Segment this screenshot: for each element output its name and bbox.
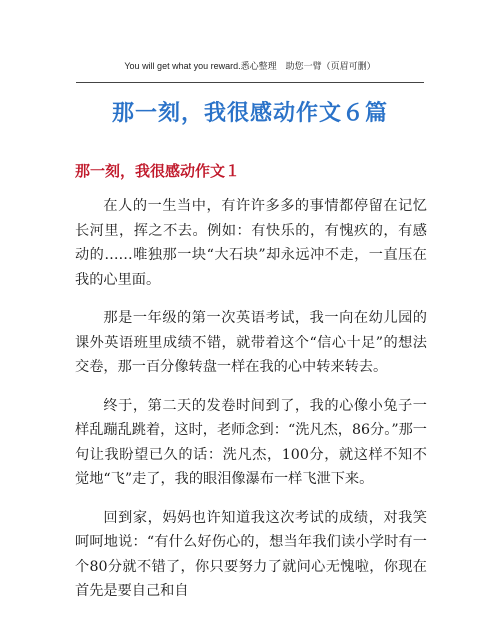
page-header: You will get what you reward.悉心整理 助您一臂（页眉可删） [124, 61, 376, 71]
section-heading: 那一刻，我很感动作文１ [75, 162, 241, 180]
document-body [75, 194, 427, 618]
paragraph-4: 回到家，妈妈也许知道我这次考试的成绩，对我笑呵呵地说：“有什么好伤心的，想当年我们读小学时有一个80分就不错了，你只要努力了就问心无愧啦，你现在首先是要自己和自 [75, 509, 427, 599]
header-divider [76, 82, 424, 83]
paragraph-2: 那是一年级的第一次英语考试，我一向在幼儿园的课外英语班里成绩不错，就带着这个“信心十足”的想法交卷，那一百分像转盘一样在我的心中转来转去。 [75, 310, 427, 375]
paragraph-3: 终于，第二天的发卷时间到了，我的心像小兔子一样乱蹦乱跳着，这时，老师念到：“洗凡杰，86分。”那一句让我盼望已久的话：洗凡杰，100分，就这样不知不觉地“飞”走了，我的眼泪像瀑布一样飞泄下来。 [75, 397, 427, 487]
document-title: 那一刻，我很感动作文６篇 [111, 100, 388, 126]
paragraph-1: 在人的一生当中，有许许多多的事情都停留在记忆长河里，挥之不去。例如：有快乐的，有愧疚的，有感动的……唯独那一块“大石块”却永远冲不走，一直压在我的心里面。 [75, 198, 427, 288]
